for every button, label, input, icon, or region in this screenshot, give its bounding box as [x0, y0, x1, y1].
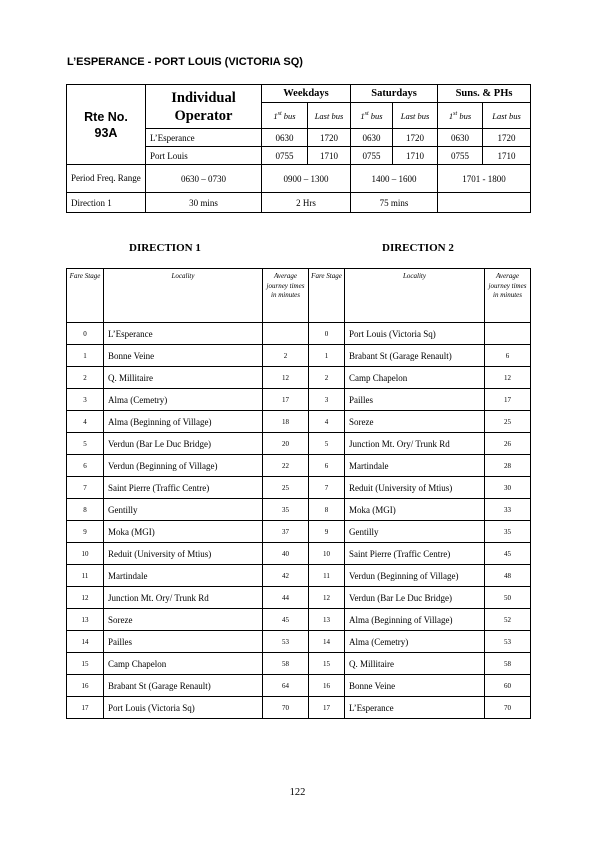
time-cell: 0630 — [438, 129, 483, 147]
locality-cell: Moka (MGI) — [104, 521, 263, 543]
locality-cell: Alma (Cemetry) — [104, 389, 263, 411]
journey-time-cell — [485, 323, 531, 345]
fare-stage-cell: 9 — [67, 521, 104, 543]
journey-time-cell: 18 — [263, 411, 309, 433]
fare-stage-cell: 9 — [309, 521, 345, 543]
journey-time-cell: 35 — [485, 521, 531, 543]
fare-stage-cell: 0 — [67, 323, 104, 345]
time-cell: 0755 — [438, 147, 483, 165]
journey-time-cell: 12 — [485, 367, 531, 389]
avg-time-header: Average journey times in minutes — [263, 269, 309, 323]
locality-cell: Alma (Beginning of Village) — [345, 609, 485, 631]
journey-time-cell: 2 — [263, 345, 309, 367]
locality-cell: Verdun (Beginning of Village) — [345, 565, 485, 587]
destination-name: Port Louis — [146, 147, 262, 165]
fare-stage-cell: 10 — [309, 543, 345, 565]
table-row — [67, 367, 531, 389]
journey-time-cell: 53 — [485, 631, 531, 653]
period-cell: 0630 – 0730 — [146, 165, 262, 193]
table-row — [67, 653, 531, 675]
locality-cell: L’Esperance — [345, 697, 485, 719]
journey-time-cell: 70 — [485, 697, 531, 719]
fare-stage-cell: 8 — [67, 499, 104, 521]
journey-time-cell: 44 — [263, 587, 309, 609]
locality-cell: Verdun (Bar Le Duc Bridge) — [104, 433, 263, 455]
fare-stage-cell: 11 — [67, 565, 104, 587]
time-cell: 1720 — [483, 129, 531, 147]
fare-stage-cell: 5 — [309, 433, 345, 455]
journey-time-cell: 25 — [485, 411, 531, 433]
fare-stage-cell: 7 — [67, 477, 104, 499]
journey-time-cell: 52 — [485, 609, 531, 631]
journey-time-cell: 30 — [485, 477, 531, 499]
locality-cell: Bonne Veine — [104, 345, 263, 367]
fare-stage-cell: 13 — [67, 609, 104, 631]
schedule-table — [66, 84, 531, 213]
fare-stage-cell: 1 — [309, 345, 345, 367]
table-row — [67, 609, 531, 631]
fare-stage-cell: 6 — [309, 455, 345, 477]
first-bus-header: 1st bus — [351, 103, 393, 129]
table-row — [67, 587, 531, 609]
journey-time-cell — [263, 323, 309, 345]
locality-cell: Verdun (Bar Le Duc Bridge) — [345, 587, 485, 609]
page-number: 122 — [289, 787, 306, 798]
time-cell: 1720 — [393, 129, 438, 147]
journey-time-cell: 22 — [263, 455, 309, 477]
locality-cell: Saint Pierre (Traffic Centre) — [104, 477, 263, 499]
journey-time-cell: 25 — [263, 477, 309, 499]
table-row — [67, 675, 531, 697]
table-row — [67, 411, 531, 433]
fare-stage-header: Fare Stage — [67, 269, 104, 323]
locality-cell: Port Louis (Victoria Sq) — [345, 323, 485, 345]
locality-cell: Martindale — [104, 565, 263, 587]
journey-time-cell: 12 — [263, 367, 309, 389]
time-cell: 0630 — [351, 129, 393, 147]
table-row — [67, 477, 531, 499]
locality-cell: Soreze — [104, 609, 263, 631]
fare-stage-cell: 16 — [309, 675, 345, 697]
fare-stage-cell: 12 — [309, 587, 345, 609]
locality-cell: Camp Chapelon — [345, 367, 485, 389]
last-bus-header: Last bus — [483, 103, 531, 129]
journey-time-cell: 40 — [263, 543, 309, 565]
fare-stage-cell: 3 — [309, 389, 345, 411]
fare-stage-cell: 15 — [309, 653, 345, 675]
journey-time-cell: 64 — [263, 675, 309, 697]
avg-time-header: Average journey times in minutes — [485, 269, 531, 323]
fare-stage-cell: 13 — [309, 609, 345, 631]
page-title: L’ESPERANCE - PORT LOUIS (VICTORIA SQ) — [67, 56, 303, 68]
journey-time-cell: 60 — [485, 675, 531, 697]
locality-cell: Pailles — [345, 389, 485, 411]
table-row — [67, 697, 531, 719]
fare-stage-cell: 8 — [309, 499, 345, 521]
journey-time-cell: 26 — [485, 433, 531, 455]
locality-cell: Reduit (University of Mtius) — [104, 543, 263, 565]
frequency-cell: 30 mins — [146, 193, 262, 213]
fare-stage-cell: 7 — [309, 477, 345, 499]
table-row — [67, 631, 531, 653]
frequency-cell: 75 mins — [351, 193, 438, 213]
first-bus-header: 1st bus — [438, 103, 483, 129]
journey-time-cell: 28 — [485, 455, 531, 477]
locality-cell: L’Esperance — [104, 323, 263, 345]
table-row — [67, 323, 531, 345]
fare-stage-header: Fare Stage — [309, 269, 345, 323]
journey-time-cell: 42 — [263, 565, 309, 587]
locality-cell: Junction Mt. Ory/ Trunk Rd — [104, 587, 263, 609]
locality-header: Locality — [345, 269, 485, 323]
locality-cell: Alma (Cemetry) — [345, 631, 485, 653]
operator-line1: Individual — [171, 89, 236, 106]
route-cell — [67, 85, 146, 165]
direction-label: Direction 1 — [67, 193, 146, 213]
locality-cell: Verdun (Beginning of Village) — [104, 455, 263, 477]
journey-time-cell: 70 — [263, 697, 309, 719]
locality-cell: Soreze — [345, 411, 485, 433]
time-cell: 0630 — [262, 129, 308, 147]
fare-stage-cell: 10 — [67, 543, 104, 565]
journey-time-cell: 37 — [263, 521, 309, 543]
origin-name: L’Esperance — [146, 129, 262, 147]
journey-time-cell: 17 — [263, 389, 309, 411]
fare-stage-cell: 14 — [67, 631, 104, 653]
operator-line2: Operator — [174, 107, 233, 124]
fare-stage-cell: 17 — [309, 697, 345, 719]
locality-cell: Martindale — [345, 455, 485, 477]
fare-stage-cell: 17 — [67, 697, 104, 719]
time-cell: 0755 — [351, 147, 393, 165]
last-bus-header: Last bus — [308, 103, 351, 129]
locality-cell: Gentilly — [104, 499, 263, 521]
journey-time-cell: 33 — [485, 499, 531, 521]
frequency-cell — [438, 193, 531, 213]
fare-stage-cell: 4 — [309, 411, 345, 433]
fare-stage-cell: 1 — [67, 345, 104, 367]
journey-time-cell: 58 — [485, 653, 531, 675]
journey-time-cell: 20 — [263, 433, 309, 455]
direction-2-title: DIRECTION 2 — [382, 242, 454, 254]
fare-stage-cell: 12 — [67, 587, 104, 609]
journey-time-cell: 45 — [263, 609, 309, 631]
table-row — [67, 455, 531, 477]
locality-cell: Q. Millitaire — [345, 653, 485, 675]
journey-time-cell: 6 — [485, 345, 531, 367]
fare-stage-cell: 2 — [67, 367, 104, 389]
locality-cell: Alma (Beginning of Village) — [104, 411, 263, 433]
time-cell: 1710 — [393, 147, 438, 165]
fare-stage-cell: 6 — [67, 455, 104, 477]
locality-cell: Reduit (University of Mtius) — [345, 477, 485, 499]
fare-stage-cell: 11 — [309, 565, 345, 587]
fare-stage-cell: 15 — [67, 653, 104, 675]
journey-time-cell: 17 — [485, 389, 531, 411]
locality-cell: Saint Pierre (Traffic Centre) — [345, 543, 485, 565]
locality-cell: Camp Chapelon — [104, 653, 263, 675]
fare-stage-cell: 0 — [309, 323, 345, 345]
journey-time-cell: 45 — [485, 543, 531, 565]
fare-stage-cell: 16 — [67, 675, 104, 697]
period-cell: 1701 - 1800 — [438, 165, 531, 193]
fare-stage-cell: 2 — [309, 367, 345, 389]
time-cell: 1710 — [308, 147, 351, 165]
direction-1-title: DIRECTION 1 — [129, 242, 201, 254]
fare-stage-cell: 3 — [67, 389, 104, 411]
sundays-header: Suns. & PHs — [438, 85, 531, 103]
last-bus-header: Last bus — [393, 103, 438, 129]
locality-cell: Junction Mt. Ory/ Trunk Rd — [345, 433, 485, 455]
journey-time-cell: 50 — [485, 587, 531, 609]
locality-cell: Gentilly — [345, 521, 485, 543]
locality-cell: Brabant St (Garage Renault) — [104, 675, 263, 697]
table-row — [67, 433, 531, 455]
journey-time-cell: 53 — [263, 631, 309, 653]
table-row — [67, 543, 531, 565]
weekdays-header: Weekdays — [262, 85, 351, 103]
locality-cell: Bonne Veine — [345, 675, 485, 697]
time-cell: 0755 — [262, 147, 308, 165]
journey-time-cell: 58 — [263, 653, 309, 675]
frequency-cell: 2 Hrs — [262, 193, 351, 213]
fare-stage-cell: 5 — [67, 433, 104, 455]
first-bus-header: 1st bus — [262, 103, 308, 129]
table-row — [67, 565, 531, 587]
locality-header: Locality — [104, 269, 263, 323]
period-cell: 1400 – 1600 — [351, 165, 438, 193]
period-row — [67, 165, 531, 193]
locality-cell: Pailles — [104, 631, 263, 653]
operator-cell — [146, 85, 262, 129]
time-cell: 1710 — [483, 147, 531, 165]
frequency-row — [67, 193, 531, 213]
locality-cell: Brabant St (Garage Renault) — [345, 345, 485, 367]
locality-cell: Port Louis (Victoria Sq) — [104, 697, 263, 719]
period-label: Period Freq. Range — [67, 165, 146, 193]
table-row — [67, 389, 531, 411]
saturdays-header: Saturdays — [351, 85, 438, 103]
locality-cell: Q. Millitaire — [104, 367, 263, 389]
table-row — [67, 499, 531, 521]
route-number: 93A — [94, 125, 118, 140]
table-row — [67, 521, 531, 543]
journey-time-cell: 35 — [263, 499, 309, 521]
route-label: Rte No. — [84, 109, 128, 124]
stops-table — [66, 268, 531, 719]
fare-stage-cell: 4 — [67, 411, 104, 433]
locality-cell: Moka (MGI) — [345, 499, 485, 521]
time-cell: 1720 — [308, 129, 351, 147]
table-row — [67, 345, 531, 367]
period-cell: 0900 – 1300 — [262, 165, 351, 193]
fare-stage-cell: 14 — [309, 631, 345, 653]
journey-time-cell: 48 — [485, 565, 531, 587]
